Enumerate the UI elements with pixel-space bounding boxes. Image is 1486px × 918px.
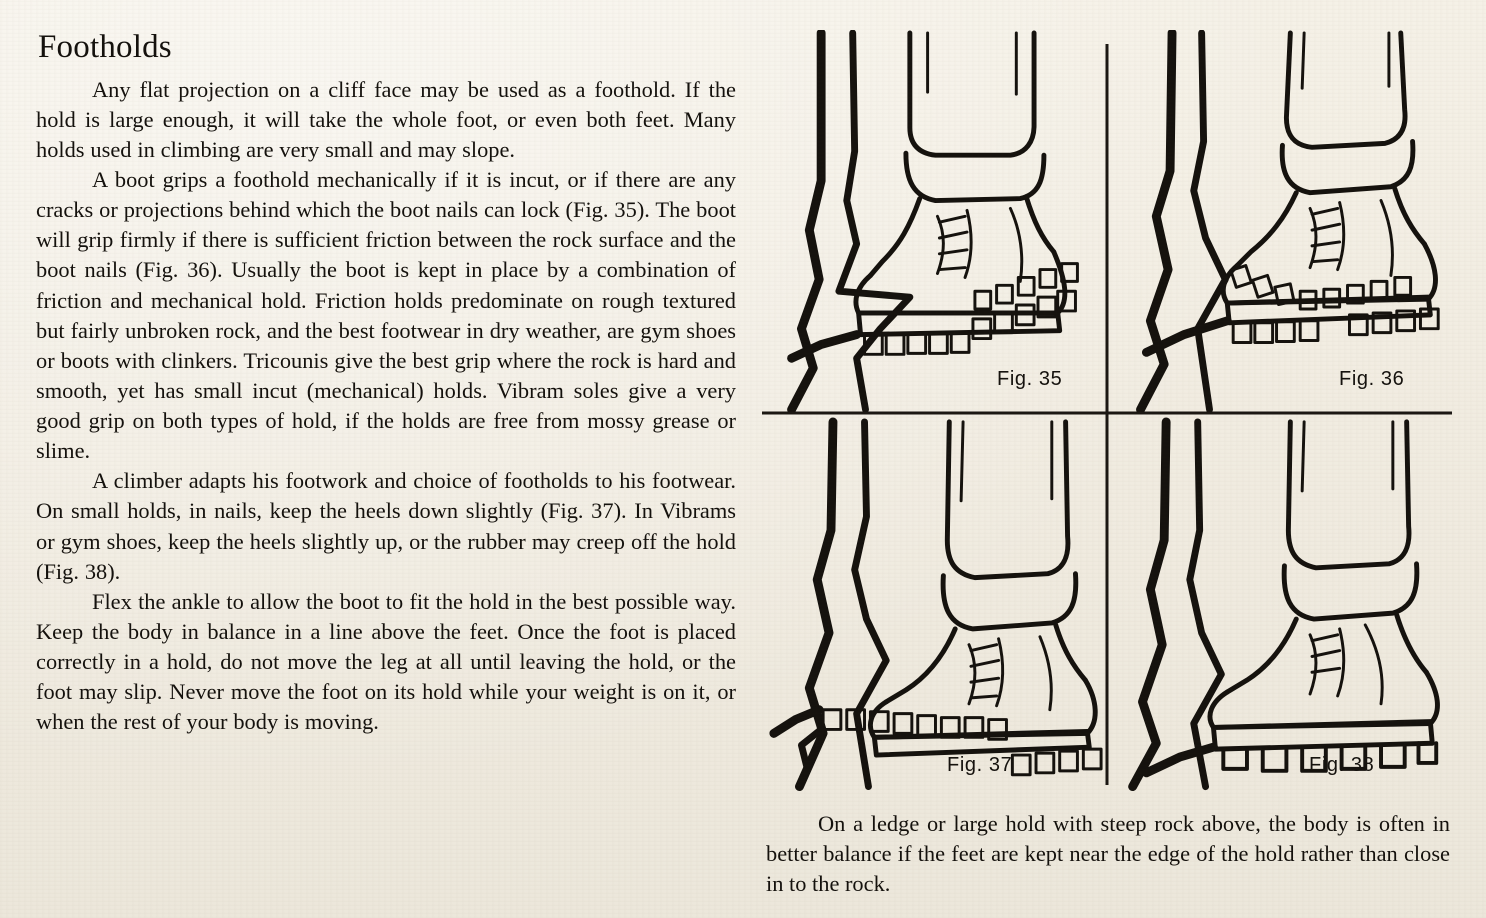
figure-38-illustration — [1107, 413, 1452, 796]
figure-grid-vertical-divider — [1106, 44, 1109, 785]
figure-36 — [1107, 30, 1452, 413]
figure-38-label: Fig. 38 — [1309, 754, 1375, 776]
figure-grid — [762, 30, 1452, 795]
page-columns — [36, 24, 1452, 904]
figure-35 — [762, 30, 1107, 413]
figure-37-label: Fig. 37 — [947, 754, 1013, 776]
page-title: Footholds — [38, 29, 172, 65]
figure-38 — [1107, 413, 1452, 796]
figure-grid-horizontal-divider — [762, 411, 1452, 414]
figure-column — [762, 24, 1452, 904]
paragraph-3: A climber adapts his footwork and choice of footholds to his footwear. On small holds, in nails, keep the heels down slightly (Fig. 37). In Vibrams or gym shoes, keep the heels slightly up, or the rubber may creep off the hold (Fig. 38). — [36, 468, 736, 584]
paragraph-1: Any flat projection on a cliff face may be used as a foothold. If the hold is large enough, it will take the whole foot, or even both feet. Many holds used in climbing are very small and may slope. — [36, 76, 736, 162]
figure-36-illustration — [1107, 30, 1452, 413]
paragraph-4: Flex the ankle to allow the boot to fit the hold in the best possible way. Keep the body in balance in a line above the feet. Once the foot is placed correctly in a hold, do not move the leg at all until leaving the hold, or the foot may slip. Never move the foot on its hold while your weight is on it, or when the rest of your body is moving. — [36, 588, 736, 735]
figure-caption: On a ledge or large hold with steep rock above, the body is often in better balance if the feet are kept near the edge of the hold rather than close in to the rock. — [766, 811, 1450, 896]
figure-35-illustration — [762, 30, 1107, 413]
text-column — [36, 24, 736, 904]
figure-35-label: Fig. 35 — [997, 367, 1063, 390]
figure-37-illustration — [762, 413, 1107, 796]
paragraph-2: A boot grips a foothold mechanically if it is incut, or if there are any cracks or projections behind which the boot nails can lock (Fig. 35). The boot will grip firmly if there is sufficient friction between the rock surface and the boot nails (Fig. 36). Usually the boot is kept in place by a combination of friction and mechanical hold. Friction holds predominate on rough textured but fairly unbroken rock, and the best footwear in dry weather, are gym shoes or boots with clinkers. Tricounis give the best grip where the rock is hard and smooth, yet has small incut (mechanical) holds. Vibram soles give a very good grip on both types of hold, if the holds are free from mossy grease or slime. — [36, 167, 736, 464]
figure-36-label: Fig. 36 — [1339, 367, 1405, 390]
body-text — [36, 75, 736, 738]
figure-37 — [762, 413, 1107, 796]
